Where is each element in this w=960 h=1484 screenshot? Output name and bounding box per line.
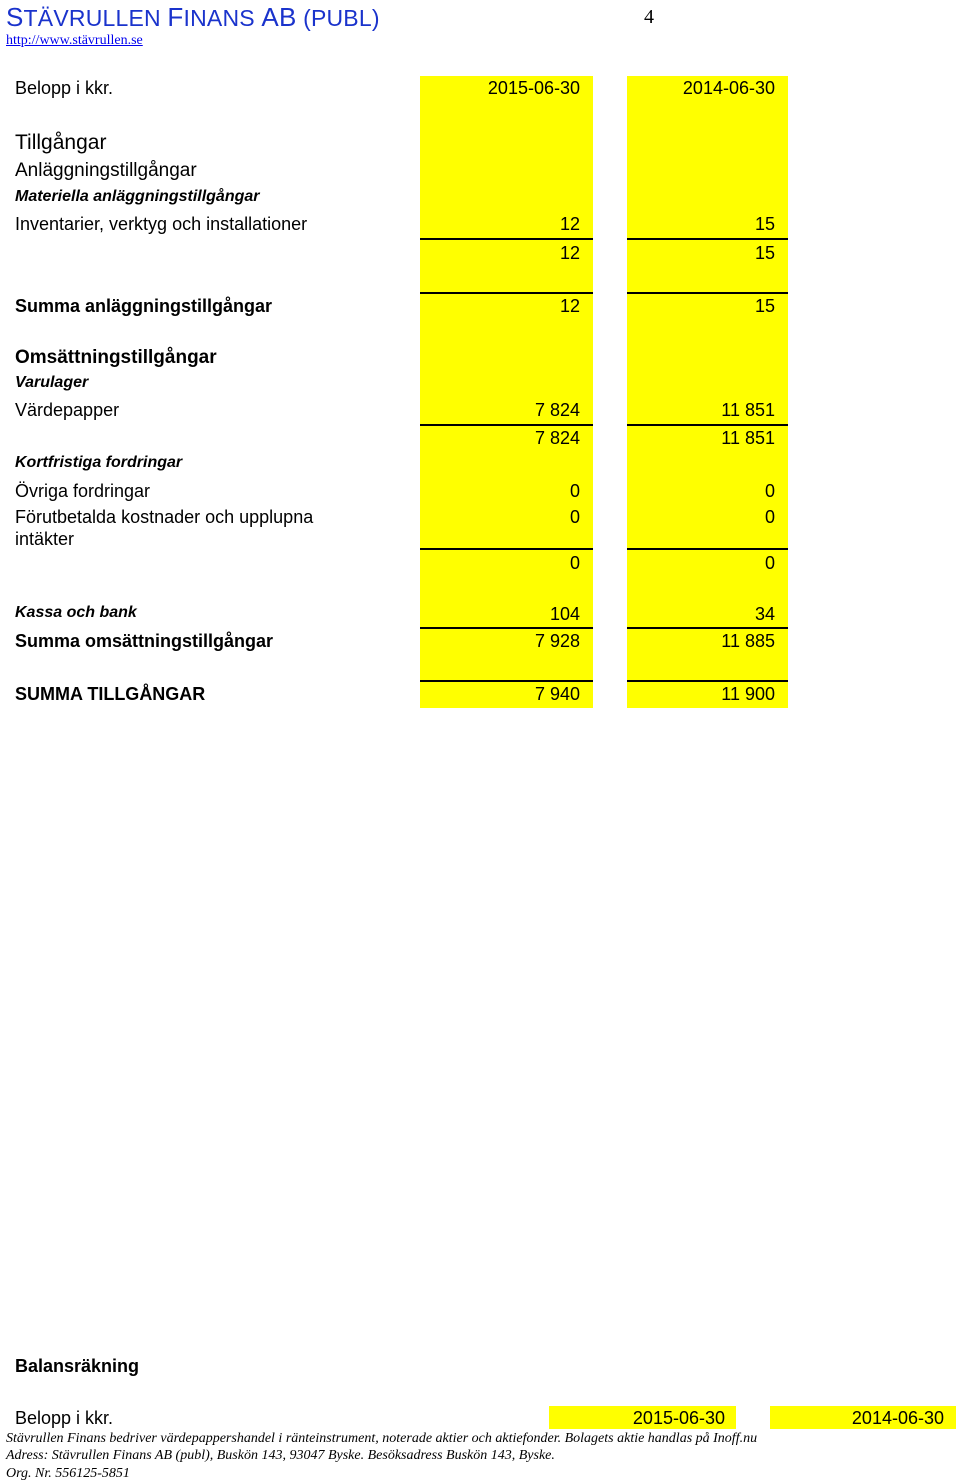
rule	[627, 424, 788, 426]
row-forutbetalda-label-line1: Förutbetalda kostnader och upplupna	[15, 507, 314, 527]
footer-org-number: Org. Nr. 556125-5851	[6, 1466, 130, 1481]
row-kassa-2014: 34	[754, 604, 775, 624]
heading-tillgangar: Tillgångar	[15, 131, 107, 154]
row-summa-anlaggning-label: Summa anläggningstillgångar	[15, 296, 273, 316]
row-summa-anlaggning-2015: 12	[559, 296, 580, 316]
footer-address: Adress: Stävrullen Finans AB (publ), Buskön 143, 93047 Byske. Besöksadress Buskön 143, Byske.	[6, 1448, 555, 1463]
heading-varulager: Varulager	[15, 374, 89, 391]
column-header-2014: 2014-06-30	[682, 78, 775, 98]
rule	[420, 238, 593, 240]
footer-description: Stävrullen Finans bedriver värdepappershandel i ränteinstrument, noterade aktier och aktiefonder. Bolagets aktie handlas på Inoff.nu	[6, 1431, 758, 1446]
row-forutbetalda-label-line2: intäkter	[15, 529, 75, 549]
column-header-2015: 2015-06-30	[487, 78, 580, 98]
subtotal-varulager-2014: 11 851	[721, 428, 775, 448]
row-vardepapper-2014: 11 851	[721, 400, 775, 420]
rule	[627, 627, 788, 629]
subtotal-fordringar-2015: 0	[569, 553, 580, 573]
rule	[627, 680, 788, 682]
row-summa-anlaggning-2014: 15	[754, 296, 775, 316]
heading-balansrakning: Balansräkning	[15, 1356, 140, 1376]
row-vardepapper-label: Värdepapper	[15, 400, 120, 420]
subtotal-fordringar-2014: 0	[764, 553, 775, 573]
row-ovriga-2015: 0	[569, 481, 580, 501]
row-summa-tillgangar-2014: 11 900	[721, 684, 775, 704]
row-forutbetalda-2014: 0	[764, 507, 775, 527]
row-inventarier-2015: 12	[559, 214, 580, 234]
row-summa-tillgangar-label: SUMMA TILLGÅNGAR	[15, 684, 206, 704]
row-forutbetalda-2015: 0	[569, 507, 580, 527]
rule	[420, 424, 593, 426]
heading-kortfristiga: Kortfristiga fordringar	[15, 454, 183, 471]
rule	[627, 292, 788, 294]
rule	[420, 680, 593, 682]
bottom-unit-label: Belopp i kkr.	[15, 1408, 114, 1428]
subtotal-materiella-2015: 12	[559, 243, 580, 263]
row-kassa-label: Kassa och bank	[15, 604, 137, 621]
row-summa-omsattning-label: Summa omsättningstillgångar	[15, 631, 274, 651]
row-ovriga-2014: 0	[764, 481, 775, 501]
row-summa-omsattning-2015: 7 928	[534, 631, 580, 651]
unit-label: Belopp i kkr.	[15, 78, 114, 98]
bottom-header-2014: 2014-06-30	[851, 1408, 944, 1428]
website-link[interactable]: http://www.stävrullen.se	[6, 33, 143, 48]
row-summa-omsattning-2014: 11 885	[721, 631, 775, 651]
rule	[420, 292, 593, 294]
row-vardepapper-2015: 7 824	[534, 400, 580, 420]
row-summa-tillgangar-2015: 7 940	[534, 684, 580, 704]
row-kassa-2015: 104	[549, 604, 580, 624]
subtotal-varulager-2015: 7 824	[534, 428, 580, 448]
subtotal-materiella-2014: 15	[754, 243, 775, 263]
company-title: STÄVRULLEN FINANS AB (PUBL)	[6, 2, 380, 32]
page-number: 4	[644, 6, 654, 28]
rule	[627, 238, 788, 240]
row-inventarier-label: Inventarier, verktyg och installationer	[15, 214, 308, 234]
rule	[627, 548, 788, 550]
heading-anlaggningstillgangar: Anläggningstillgångar	[15, 160, 197, 181]
heading-materiella: Materiella anläggningstillgångar	[15, 188, 260, 205]
row-ovriga-label: Övriga fordringar	[15, 481, 151, 501]
rule	[420, 548, 593, 550]
bottom-header-2015: 2015-06-30	[632, 1408, 725, 1428]
rule	[420, 627, 593, 629]
row-inventarier-2014: 15	[754, 214, 775, 234]
heading-omsattningstillgangar: Omsättningstillgångar	[15, 347, 217, 368]
